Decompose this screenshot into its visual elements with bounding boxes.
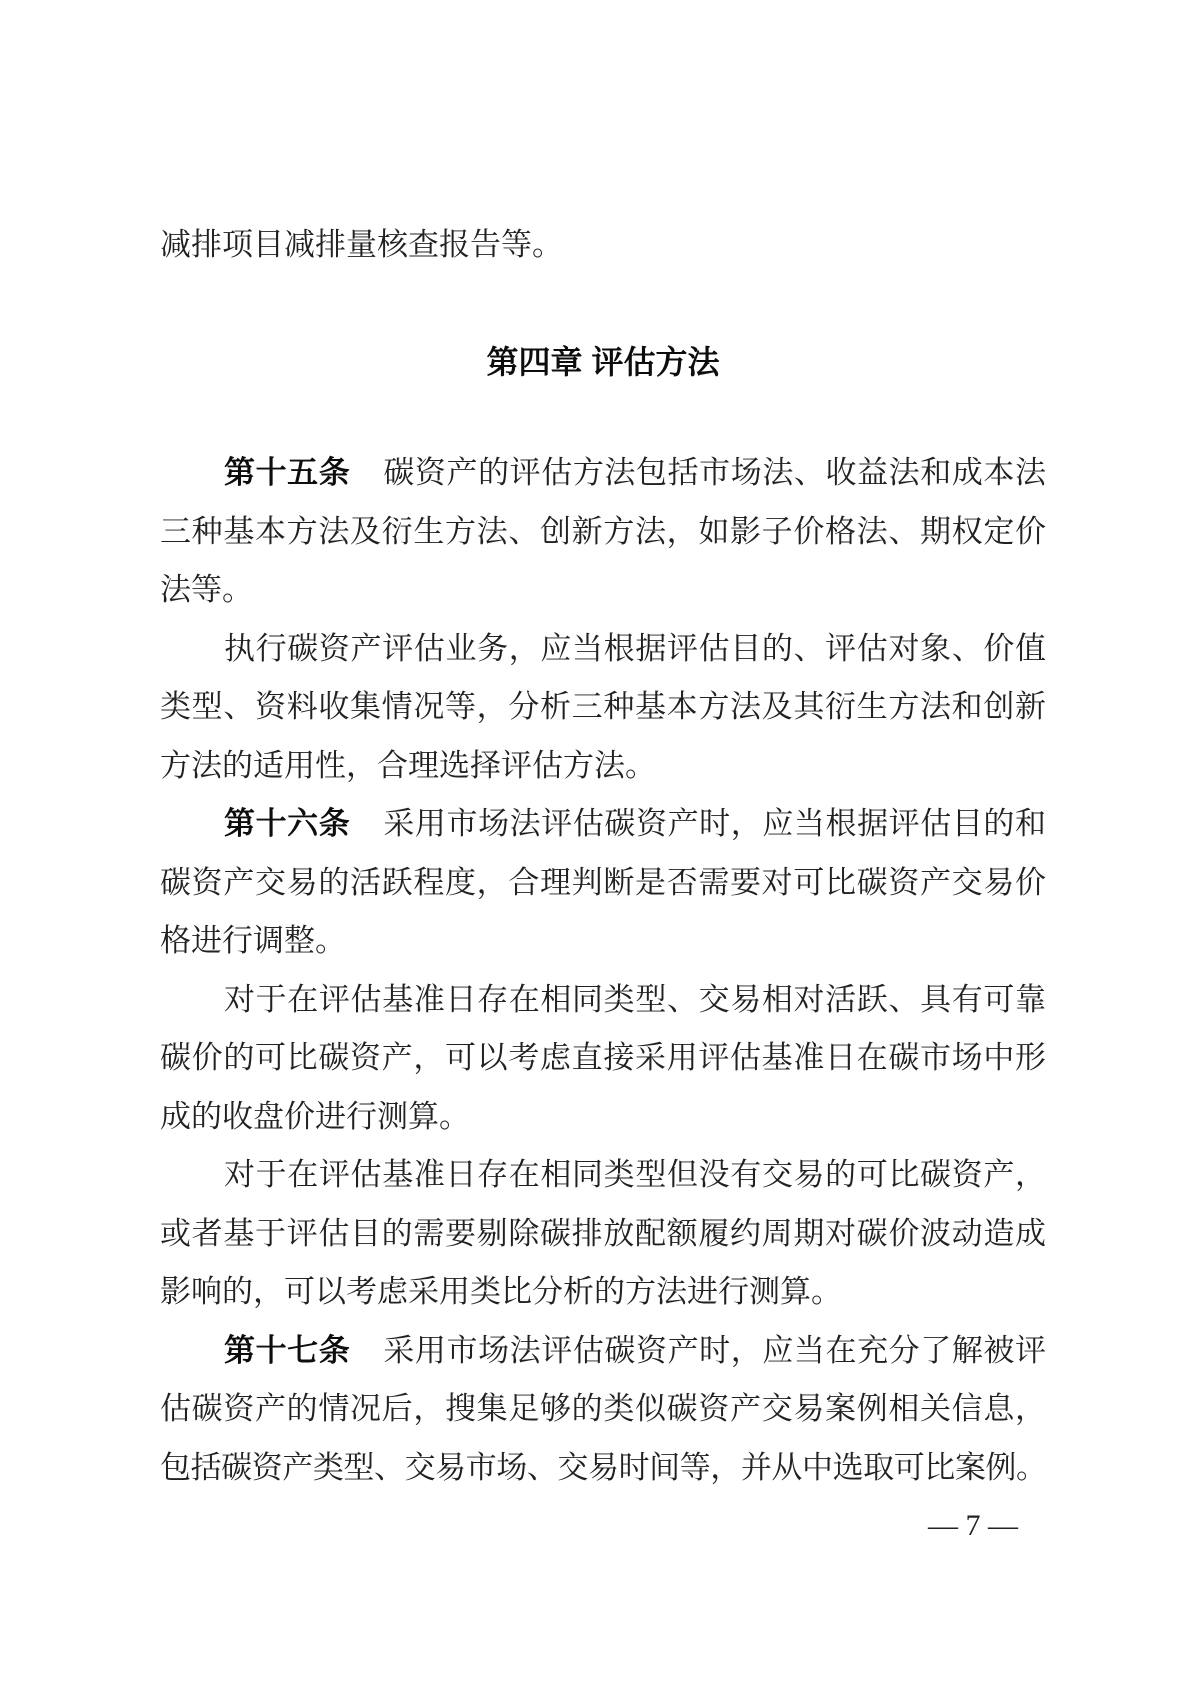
text-line bbox=[160, 561, 1046, 620]
continuation-line: 减排项目减排量核查报告等。 bbox=[160, 227, 563, 262]
text-line bbox=[160, 678, 1046, 737]
line-text: 采用市场法评估碳资产时，应当在充分了解被评 bbox=[383, 1332, 1047, 1368]
text-line bbox=[160, 1205, 1046, 1264]
line-text: 对于在评估基准日存在相同类型但没有交易的可比碳资产， bbox=[224, 1157, 1046, 1192]
line-text: 方法的适用性，合理选择评估方法。 bbox=[160, 747, 656, 783]
line-text: 包括碳资产类型、交易市场、交易时间等，并从中选取可比案例。 bbox=[160, 1449, 1046, 1485]
line-text: 成的收盘价进行测算。 bbox=[160, 1098, 470, 1134]
line-text: 或者基于评估目的需要剔除碳排放配额履约周期对碳价波动造成 bbox=[160, 1215, 1046, 1251]
line-text: 格进行调整。 bbox=[160, 923, 346, 958]
text-line bbox=[160, 1439, 1046, 1498]
text-line bbox=[160, 971, 1046, 1030]
text-line bbox=[160, 1146, 1046, 1205]
page-number: — 7 — bbox=[928, 1509, 1018, 1542]
text-line bbox=[160, 444, 1046, 503]
text-line bbox=[160, 1380, 1046, 1439]
text-line bbox=[160, 1263, 1046, 1322]
text-line bbox=[160, 854, 1046, 913]
line-text: 碳价的可比碳资产，可以考虑直接采用评估基准日在碳市场中形 bbox=[160, 1040, 1046, 1075]
line-text: 类型、资料收集情况等，分析三种基本方法及其衍生方法和创新 bbox=[160, 689, 1046, 724]
chapter-heading: 第四章 评估方法 bbox=[486, 344, 720, 380]
line-text: 对于在评估基准日存在相同类型、交易相对活跃、具有可靠 bbox=[224, 981, 1046, 1017]
article-number: 第十六条 bbox=[224, 806, 351, 841]
line-text: 执行碳资产评估业务，应当根据评估目的、评估对象、价值 bbox=[224, 630, 1046, 666]
text-line bbox=[160, 795, 1046, 854]
line-text: 碳资产交易的活跃程度，合理判断是否需要对可比碳资产交易价 bbox=[160, 864, 1046, 900]
text-line bbox=[160, 1029, 1046, 1088]
line-text: 碳资产的评估方法包括市场法、收益法和成本法 bbox=[383, 455, 1047, 490]
text-line bbox=[160, 620, 1046, 679]
line-text: 法等。 bbox=[160, 572, 253, 607]
text-line bbox=[160, 503, 1046, 562]
line-text: 采用市场法评估碳资产时，应当根据评估目的和 bbox=[383, 806, 1047, 841]
text-line bbox=[160, 1322, 1046, 1381]
line-text: 估碳资产的情况后，搜集足够的类似碳资产交易案例相关信息， bbox=[160, 1391, 1046, 1426]
document-body bbox=[160, 444, 1046, 1497]
text-line bbox=[160, 912, 1046, 971]
article-number: 第十五条 bbox=[224, 455, 351, 490]
article-number: 第十七条 bbox=[224, 1332, 351, 1368]
line-text: 三种基本方法及衍生方法、创新方法，如影子价格法、期权定价 bbox=[160, 513, 1046, 549]
text-line bbox=[160, 737, 1046, 796]
text-line bbox=[160, 1088, 1046, 1147]
line-text: 影响的，可以考虑采用类比分析的方法进行测算。 bbox=[160, 1274, 842, 1309]
